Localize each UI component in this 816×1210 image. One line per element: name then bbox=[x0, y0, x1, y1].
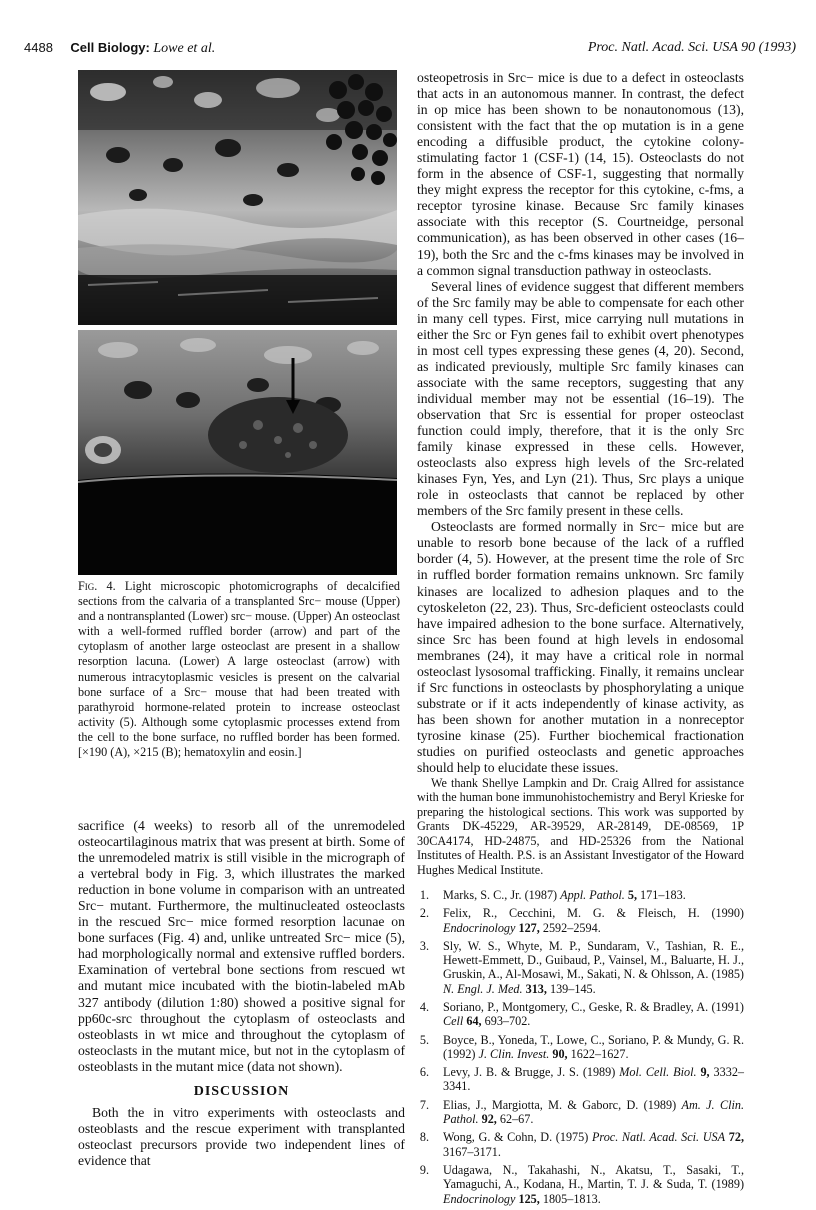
page-number: 4488 bbox=[24, 40, 53, 55]
body-paragraph: osteopetrosis in Src− mice is due to a defect in osteoclasts that acts in an autonomous manner. In contrast, the defect in op mice has been shown to be nonautonomous (13), consistent with the fact that the op mutation is in a gene encoding a diffusible product, the cytokine colony-stimulating factor 1 (CSF-1) (14, 15). Osteoclasts do not form in the absence of CSF-1, suggesting that normally they might express the receptor for this cytokine, c-fms, a receptor tyrosine kinase. Because Src family kinases associate with this receptor (S. Courtneidge, personal communication), as has been observed in other cases (16–19), both the Src and the c-fms kinases may be involved in a common signal transduction pathway in osteoclasts. bbox=[417, 70, 744, 278]
section-heading-discussion: DISCUSSION bbox=[193, 1083, 290, 1099]
micrograph-lower bbox=[78, 330, 397, 575]
reference-list bbox=[417, 888, 744, 1206]
page-header bbox=[24, 40, 796, 58]
right-column bbox=[417, 70, 744, 1210]
left-column bbox=[78, 818, 405, 1169]
header-left bbox=[24, 40, 215, 57]
reference-item: 2. Felix, R., Cecchini, M. G. & Fleisch, H. (1990) Endocrinology 127, 2592–2594. bbox=[419, 906, 744, 935]
figure-caption-text: Light microscopic photomicrographs of decalcified sections from the calvaria of a transplanted Src− mouse (Upper) and a nontransplanted (Lower) src− mouse. (Upper) An osteoclast with a well-formed ruffled border (arrow) and part of the cytoplasm of another large osteoclast are present in a shallow resorption lacuna. (Lower) A large osteoclast (arrow) with numerous intracytoplasmic vesicles is present on the calvarial bone surface of a Src− mouse that had been treated with parathyroid hormone-related protein to increase osteoclast activity (5). Although some cytoplasmic processes extend from the cell to the bone surface, no ruffled border has been formed. [×190 (A), ×215 (B); hematoxylin and eosin.] bbox=[78, 579, 401, 760]
micrograph-lower-image bbox=[78, 330, 397, 575]
micrograph-upper bbox=[78, 70, 397, 325]
reference-item: 9. Udagawa, N., Takahashi, N., Akatsu, T., Sasaki, T., Yamaguchi, A., Kodana, H., Martin, T. J. & Suda, T. (1989) Endocrinology 125, 1805–1813. bbox=[419, 1162, 744, 1206]
body-paragraph: sacrifice (4 weeks) to resorb all of the unremodeled osteocartilaginous matrix that was present at birth. Some of the unremodeled matrix is still visible in the micrograph of a vertebral body in Fig. 3, which illustrates the marked reduction in bone volume in comparison with an untreated Src− mutant. Furthermore, the multinucleated osteoclasts in the rescued Src− mice formed resorption lacunae on bone surfaces (Fig. 4) and, unlike untreated Src− mice (5), had morphologically normal and extensive ruffled borders. Examination of vertebral bone sections from rescued wt and mutant mice incubated with the biotin-labeled mAb 327 antibody (dilution 1:80) showed a positive signal for pp60c-src throughout the cytoplasm of osteoclasts and osteoblasts in wt mice and throughout the cytoplasm of osteoclasts in the mutant mice, but not in the cytoplasm of osteoblasts in the mutant mice (data not shown). bbox=[78, 818, 405, 1074]
figure-label: Fig. 4. bbox=[78, 579, 116, 593]
reference-item: 6. Levy, J. B. & Brugge, J. S. (1989) Mol. Cell. Biol. 9, 3332–3341. bbox=[419, 1065, 744, 1094]
header-authors: Lowe et al. bbox=[153, 41, 216, 56]
section-label: Cell Biology: bbox=[70, 40, 150, 55]
body-paragraph: Several lines of evidence suggest that different members of the Src family may be able to compensate for each other in many cell types. First, mice carrying null mutations in either the Src or Fyn genes fail to exhibit overt phenotypes in most cell types expressing these genes (4, 20). Second, as indicated previously, multiple Src family kinases can associate with the same receptors, suggesting that any individual member may not be essential (16–19). The observation that Src is essential for proper osteoclast function could imply, therefore, that it is the only Src family kinase expressed in these cells. However, osteoclasts also express high levels of the Src-related kinases Fyn, Yes, and Lyn (21). Thus, Src plays a unique role in osteoclasts that cannot be replaced by other members of the Src family present in these cells. bbox=[417, 278, 744, 519]
reference-item: 1. Marks, S. C., Jr. (1987) Appl. Pathol. 5, 171–183. bbox=[419, 887, 686, 902]
reference-item: 5. Boyce, B., Yoneda, T., Lowe, C., Soriano, P. & Mundy, G. R. (1992) J. Clin. Invest. 90, 1622–1627. bbox=[419, 1032, 744, 1061]
reference-item: 8. Wong, G. & Cohn, D. (1975) Proc. Natl. Acad. Sci. USA 72, 3167–3171. bbox=[419, 1130, 744, 1159]
reference-item: 3. Sly, W. S., Whyte, M. P., Sundaram, V., Tashian, R. E., Hewett-Emmett, D., Guibaud, P., Vainsel, M., Baluarte, H. J., Gruskin, A., Al-Mosawi, M., Sakati, N. & Ohlsson, A. (1985) N. Engl. J. Med. 313, 139–145. bbox=[419, 938, 744, 996]
body-paragraph: Both the in vitro experiments with osteoclasts and osteoblasts and the rescue experiment with transplanted osteoclast precursors provide two independent lines of evidence that bbox=[78, 1104, 405, 1168]
figure-caption bbox=[78, 579, 400, 760]
journal-citation: Proc. Natl. Acad. Sci. USA 90 (1993) bbox=[587, 40, 796, 55]
micrograph-upper-image bbox=[78, 70, 397, 325]
acknowledgment: We thank Shellye Lampkin and Dr. Craig Allred for assistance with the human bone immunohistochemistry and Beryl Krieske for preparing the histological sections. This work was supported by Grants DK-45229, AR-39529, AR-28149, DE-08569, 1P 30CA4174, HD-24875, and HD-25326 from the National Institutes of Health. P.S. is an Assistant Investigator of the Howard Hughes Medical Institute. bbox=[417, 776, 744, 877]
body-paragraph: Osteoclasts are formed normally in Src− mice but are unable to resorb bone because of the lack of a ruffled border (4, 5). However, at the present time the role of Src in ruffled border formation remains unknown. Src family kinases are localized to adhesion plaques and to the cytoskeleton (22, 23). Thus, Src-deficient osteoclasts could have impaired adhesion to the bone surface. Alternatively, since Src has been found at high levels in endosomal membranes (24), it may have a critical role in normal osteoclast lysosomal trafficking. Finally, it remains unclear if Src functions in osteoclasts by phosphorylating a unique substrate or if it acts independently of kinase activity, as has been shown for another mutation in a nonreceptor tyrosine kinase (25). Further biochemical fractionation studies on purified osteoclasts and genetic approaches should help to elucidate these issues. bbox=[417, 519, 744, 776]
reference-item: 4. Soriano, P., Montgomery, C., Geske, R. & Bradley, A. (1991) Cell 64, 693–702. bbox=[419, 999, 744, 1029]
reference-item: 7. Elias, J., Margiotta, M. & Gaborc, D. (1989) Am. J. Clin. Pathol. 92, 62–67. bbox=[419, 1097, 744, 1127]
